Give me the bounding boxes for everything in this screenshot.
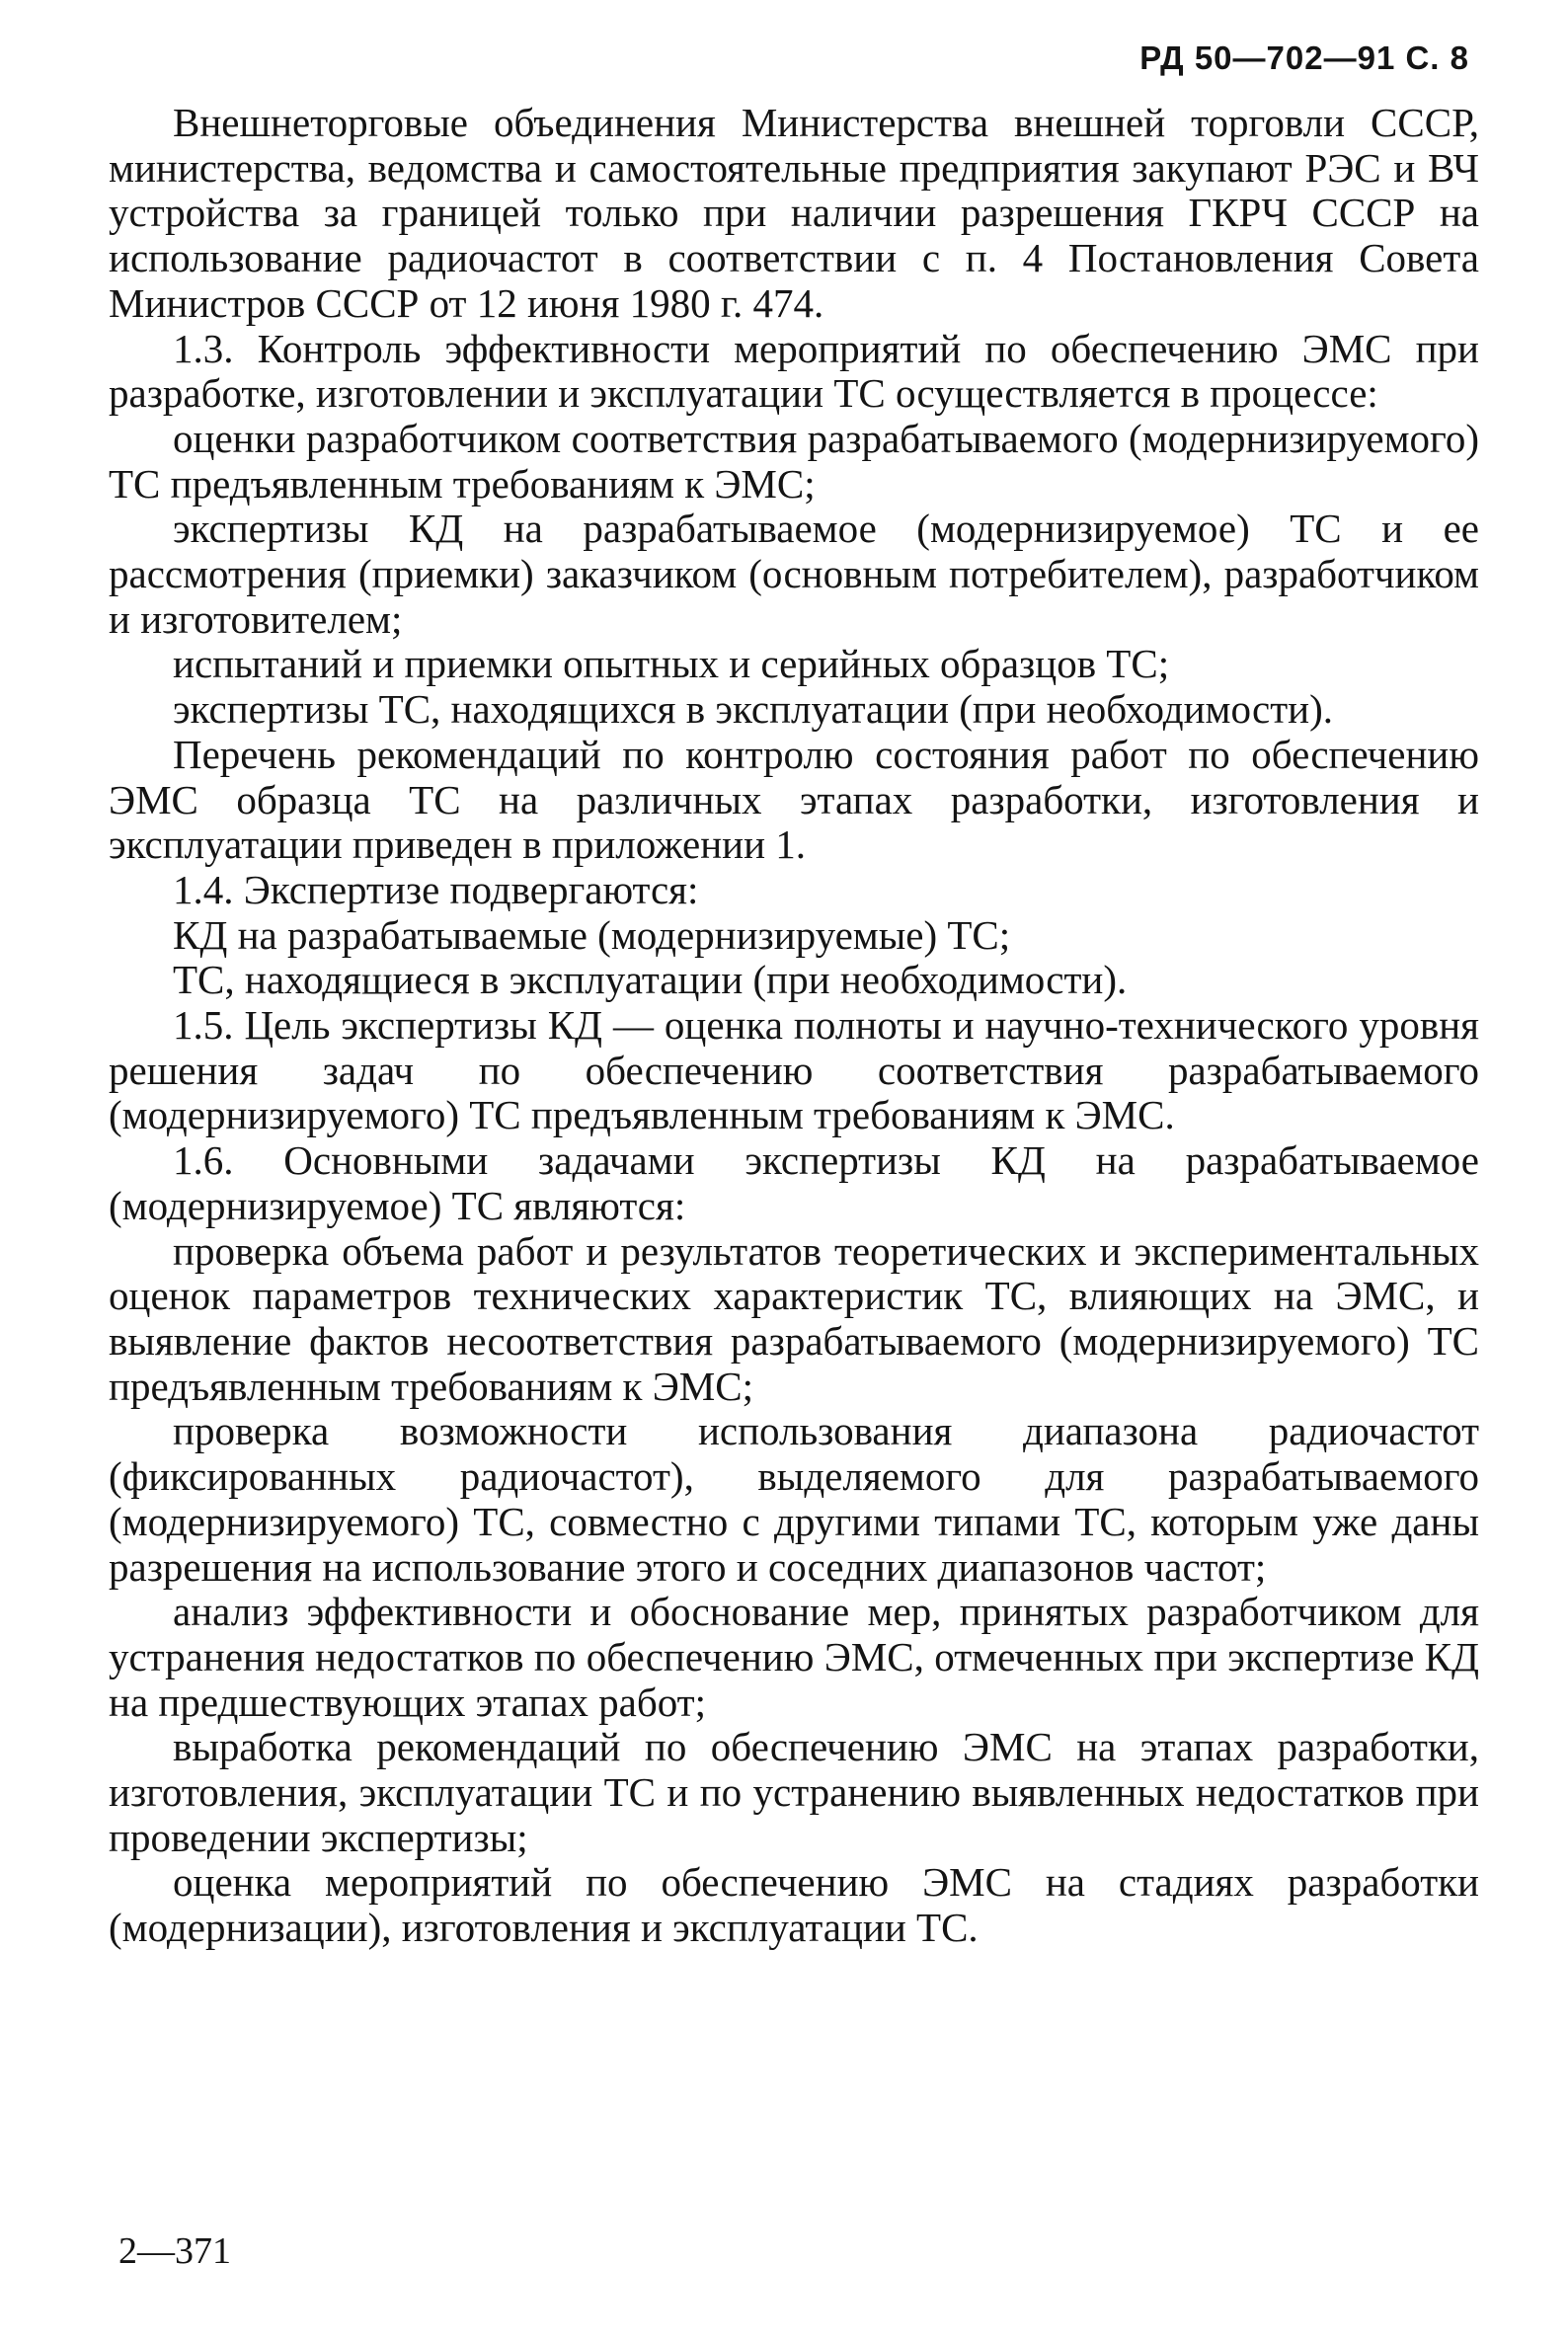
paragraph-recommendations-list: Перечень рекомендаций по контролю состояния работ по обеспечению ЭМС образца ТС на различных этапах разработки, изготовления и эксплуатации приведен в приложении 1. — [109, 731, 1479, 868]
page-footer-signature: 2—371 — [118, 2230, 231, 2272]
list-item-tests: испытаний и приемки опытных и серийных образцов ТС; — [173, 641, 1170, 687]
list-item-scope-check: проверка объема работ и результатов теоретических и экспериментальных оценок параметров технических характеристик ТС, влияющих на ЭМС, и выявление фактов несоответствия разрабатываемого (модернизируемого) ТС предъявленным требованиям к ЭМС; — [109, 1227, 1479, 1409]
paragraph-1-6: 1.6. Основными задачами экспертизы КД на разрабатываемое (модернизируемое) ТС являются: — [109, 1137, 1479, 1228]
list-item-measures-evaluation: оценка мероприятий по обеспечению ЭМС на стадиях разработки (модернизации), изготовления и эксплуатации ТС. — [109, 1859, 1479, 1951]
body-text — [109, 101, 1479, 1951]
paragraph-1-3: 1.3. Контроль эффективности мероприятий по обеспечению ЭМС при разработке, изготовлении и эксплуатации ТС осуществляется в процессе: — [109, 325, 1479, 417]
list-item-operational-expertise: экспертизы ТС, находящихся в эксплуатации (при необходимости). — [173, 686, 1333, 733]
paragraph-1-4: 1.4. Экспертизе подвергаются: — [173, 866, 699, 912]
list-item-developer-assessment: оценки разработчиком соответствия разрабатываемого (модернизируемого) ТС предъявленным требованиям к ЭМС; — [109, 415, 1479, 507]
paragraph-1-5: 1.5. Цель экспертизы КД — оценка полноты и научно-технического уровня решения задач по обеспечению соответствия разрабатываемого (модернизируемого) ТС предъявленным требованиям к ЭМС. — [109, 1002, 1479, 1138]
page-header-code: РД 50—702—91 С. 8 — [1139, 39, 1469, 76]
list-item-recommendations: выработка рекомендаций по обеспечению ЭМС на этапах разработки, изготовления, эксплуатации ТС и по устранению выявленных недостатков при проведении экспертизы; — [109, 1724, 1479, 1860]
list-item-kd: КД на разрабатываемые (модернизируемые) ТС; — [173, 911, 1011, 958]
list-item-ts-operational: ТС, находящиеся в эксплуатации (при необходимости). — [173, 957, 1128, 1003]
list-item-frequency-check: проверка возможности использования диапазона радиочастот (фиксированных радиочастот), выделяемого для разрабатываемого (модернизируемого) ТС, совместно с другими типами ТС, которым уже даны разрешения на использование этого и соседних диапазонов частот; — [109, 1408, 1479, 1590]
list-item-measures-analysis: анализ эффективности и обоснование мер, принятых разработчиком для устранения недостатков по обеспечению ЭМС, отмеченных при экспертизе КД на предшествующих этапах работ; — [109, 1589, 1479, 1725]
paragraph-intro: Внешнеторговые объединения Министерства внешней торговли СССР, министерства, ведомства и самостоятельные предприятия закупают РЭС и ВЧ устройства за границей только при наличии разрешения ГКРЧ СССР на использование радиочастот в соответствии с п. 4 Постановления Совета Министров СССР от 12 июня 1980 г. 474. — [109, 100, 1479, 326]
list-item-kd-expertise: экспертизы КД на разрабатываемое (модернизируемое) ТС и ее рассмотрения (приемки) заказчиком (основным потребителем), разработчиком и изготовителем; — [109, 506, 1479, 642]
